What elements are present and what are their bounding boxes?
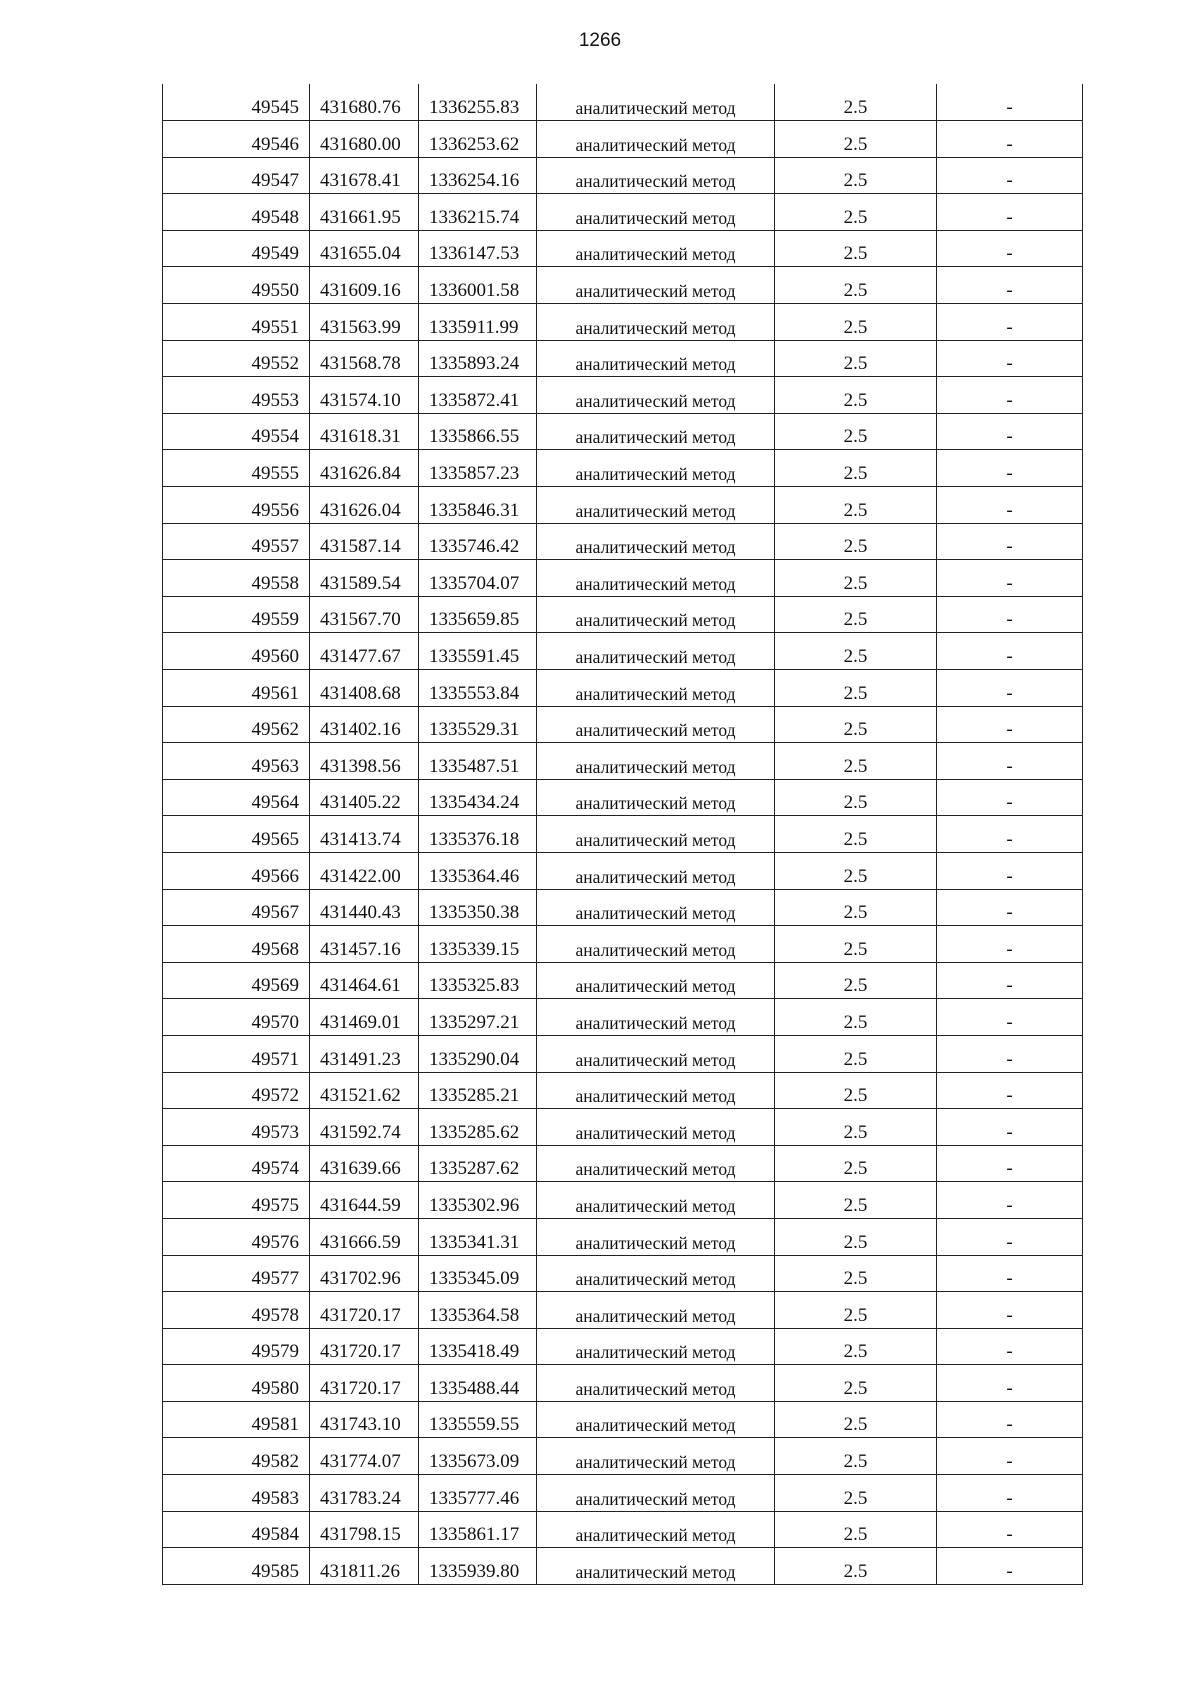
method-cell: аналитический метод — [537, 706, 775, 743]
accuracy-cell: 2.5 — [775, 1109, 937, 1146]
x-coordinate-cell: 431774.07 — [310, 1438, 419, 1475]
method-cell: аналитический метод — [537, 230, 775, 267]
note-cell: - — [937, 1292, 1083, 1329]
table-row — [163, 816, 1083, 853]
y-coordinate-cell: 1335746.42 — [419, 523, 537, 560]
point-number-cell: 49548 — [163, 194, 310, 231]
x-coordinate-cell: 431666.59 — [310, 1218, 419, 1255]
coordinates-table-body — [163, 84, 1083, 1584]
note-cell: - — [937, 1548, 1083, 1585]
method-cell: аналитический метод — [537, 1365, 775, 1402]
point-number-cell: 49545 — [163, 84, 310, 121]
table-row — [163, 1401, 1083, 1438]
note-cell: - — [937, 852, 1083, 889]
y-coordinate-cell: 1335559.55 — [419, 1401, 537, 1438]
note-cell: - — [937, 1072, 1083, 1109]
x-coordinate-cell: 431587.14 — [310, 523, 419, 560]
accuracy-cell: 2.5 — [775, 84, 937, 121]
y-coordinate-cell: 1335350.38 — [419, 889, 537, 926]
x-coordinate-cell: 431568.78 — [310, 340, 419, 377]
y-coordinate-cell: 1335287.62 — [419, 1145, 537, 1182]
method-cell: аналитический метод — [537, 1218, 775, 1255]
note-cell: - — [937, 1035, 1083, 1072]
note-cell: - — [937, 1475, 1083, 1512]
point-number-cell: 49555 — [163, 450, 310, 487]
x-coordinate-cell: 431477.67 — [310, 633, 419, 670]
accuracy-cell: 2.5 — [775, 999, 937, 1036]
y-coordinate-cell: 1335341.31 — [419, 1218, 537, 1255]
y-coordinate-cell: 1335777.46 — [419, 1475, 537, 1512]
note-cell: - — [937, 596, 1083, 633]
method-cell: аналитический метод — [537, 1035, 775, 1072]
y-coordinate-cell: 1335659.85 — [419, 596, 537, 633]
note-cell: - — [937, 889, 1083, 926]
method-cell: аналитический метод — [537, 816, 775, 853]
point-number-cell: 49569 — [163, 962, 310, 999]
accuracy-cell: 2.5 — [775, 157, 937, 194]
note-cell: - — [937, 743, 1083, 780]
y-coordinate-cell: 1336215.74 — [419, 194, 537, 231]
method-cell: аналитический метод — [537, 304, 775, 341]
method-cell: аналитический метод — [537, 1145, 775, 1182]
y-coordinate-cell: 1335591.45 — [419, 633, 537, 670]
y-coordinate-cell: 1335364.58 — [419, 1292, 537, 1329]
method-cell: аналитический метод — [537, 779, 775, 816]
point-number-cell: 49579 — [163, 1328, 310, 1365]
accuracy-cell: 2.5 — [775, 779, 937, 816]
y-coordinate-cell: 1336253.62 — [419, 121, 537, 158]
table-row — [163, 889, 1083, 926]
point-number-cell: 49561 — [163, 670, 310, 707]
table-row — [163, 121, 1083, 158]
table-row — [163, 157, 1083, 194]
accuracy-cell: 2.5 — [775, 1292, 937, 1329]
accuracy-cell: 2.5 — [775, 1182, 937, 1219]
method-cell: аналитический метод — [537, 157, 775, 194]
method-cell: аналитический метод — [537, 1328, 775, 1365]
table-row — [163, 926, 1083, 963]
y-coordinate-cell: 1335893.24 — [419, 340, 537, 377]
y-coordinate-cell: 1335339.15 — [419, 926, 537, 963]
x-coordinate-cell: 431626.04 — [310, 487, 419, 524]
y-coordinate-cell: 1335487.51 — [419, 743, 537, 780]
accuracy-cell: 2.5 — [775, 962, 937, 999]
method-cell: аналитический метод — [537, 523, 775, 560]
method-cell: аналитический метод — [537, 1255, 775, 1292]
note-cell: - — [937, 1365, 1083, 1402]
point-number-cell: 49572 — [163, 1072, 310, 1109]
accuracy-cell: 2.5 — [775, 413, 937, 450]
table-row — [163, 1475, 1083, 1512]
y-coordinate-cell: 1335290.04 — [419, 1035, 537, 1072]
note-cell: - — [937, 1328, 1083, 1365]
table-row — [163, 852, 1083, 889]
x-coordinate-cell: 431592.74 — [310, 1109, 419, 1146]
x-coordinate-cell: 431413.74 — [310, 816, 419, 853]
method-cell: аналитический метод — [537, 1182, 775, 1219]
note-cell: - — [937, 560, 1083, 597]
accuracy-cell: 2.5 — [775, 889, 937, 926]
point-number-cell: 49563 — [163, 743, 310, 780]
point-number-cell: 49554 — [163, 413, 310, 450]
point-number-cell: 49564 — [163, 779, 310, 816]
method-cell: аналитический метод — [537, 743, 775, 780]
x-coordinate-cell: 431811.26 — [310, 1548, 419, 1585]
note-cell: - — [937, 1145, 1083, 1182]
note-cell: - — [937, 779, 1083, 816]
accuracy-cell: 2.5 — [775, 304, 937, 341]
point-number-cell: 49551 — [163, 304, 310, 341]
method-cell: аналитический метод — [537, 121, 775, 158]
note-cell: - — [937, 999, 1083, 1036]
point-number-cell: 49558 — [163, 560, 310, 597]
y-coordinate-cell: 1335857.23 — [419, 450, 537, 487]
x-coordinate-cell: 431521.62 — [310, 1072, 419, 1109]
x-coordinate-cell: 431422.00 — [310, 852, 419, 889]
point-number-cell: 49570 — [163, 999, 310, 1036]
method-cell: аналитический метод — [537, 889, 775, 926]
method-cell: аналитический метод — [537, 377, 775, 414]
note-cell: - — [937, 816, 1083, 853]
accuracy-cell: 2.5 — [775, 1475, 937, 1512]
point-number-cell: 49559 — [163, 596, 310, 633]
x-coordinate-cell: 431743.10 — [310, 1401, 419, 1438]
accuracy-cell: 2.5 — [775, 596, 937, 633]
x-coordinate-cell: 431618.31 — [310, 413, 419, 450]
x-coordinate-cell: 431469.01 — [310, 999, 419, 1036]
note-cell: - — [937, 450, 1083, 487]
method-cell: аналитический метод — [537, 1292, 775, 1329]
table-row — [163, 1548, 1083, 1585]
point-number-cell: 49553 — [163, 377, 310, 414]
accuracy-cell: 2.5 — [775, 1548, 937, 1585]
point-number-cell: 49580 — [163, 1365, 310, 1402]
point-number-cell: 49583 — [163, 1475, 310, 1512]
table-row — [163, 1511, 1083, 1548]
note-cell: - — [937, 267, 1083, 304]
point-number-cell: 49585 — [163, 1548, 310, 1585]
method-cell: аналитический метод — [537, 999, 775, 1036]
accuracy-cell: 2.5 — [775, 1365, 937, 1402]
x-coordinate-cell: 431655.04 — [310, 230, 419, 267]
method-cell: аналитический метод — [537, 560, 775, 597]
x-coordinate-cell: 431639.66 — [310, 1145, 419, 1182]
x-coordinate-cell: 431440.43 — [310, 889, 419, 926]
accuracy-cell: 2.5 — [775, 194, 937, 231]
method-cell: аналитический метод — [537, 852, 775, 889]
x-coordinate-cell: 431408.68 — [310, 670, 419, 707]
y-coordinate-cell: 1335939.80 — [419, 1548, 537, 1585]
accuracy-cell: 2.5 — [775, 230, 937, 267]
note-cell: - — [937, 340, 1083, 377]
table-row — [163, 194, 1083, 231]
accuracy-cell: 2.5 — [775, 523, 937, 560]
method-cell: аналитический метод — [537, 1475, 775, 1512]
note-cell: - — [937, 1182, 1083, 1219]
accuracy-cell: 2.5 — [775, 121, 937, 158]
note-cell: - — [937, 1401, 1083, 1438]
y-coordinate-cell: 1335376.18 — [419, 816, 537, 853]
x-coordinate-cell: 431644.59 — [310, 1182, 419, 1219]
table-row — [163, 743, 1083, 780]
method-cell: аналитический метод — [537, 1511, 775, 1548]
accuracy-cell: 2.5 — [775, 377, 937, 414]
y-coordinate-cell: 1335553.84 — [419, 670, 537, 707]
x-coordinate-cell: 431464.61 — [310, 962, 419, 999]
x-coordinate-cell: 431720.17 — [310, 1328, 419, 1365]
x-coordinate-cell: 431678.41 — [310, 157, 419, 194]
table-row — [163, 523, 1083, 560]
point-number-cell: 49584 — [163, 1511, 310, 1548]
x-coordinate-cell: 431661.95 — [310, 194, 419, 231]
note-cell: - — [937, 157, 1083, 194]
point-number-cell: 49562 — [163, 706, 310, 743]
y-coordinate-cell: 1335529.31 — [419, 706, 537, 743]
accuracy-cell: 2.5 — [775, 340, 937, 377]
table-row — [163, 596, 1083, 633]
y-coordinate-cell: 1335866.55 — [419, 413, 537, 450]
accuracy-cell: 2.5 — [775, 1401, 937, 1438]
table-row — [163, 706, 1083, 743]
method-cell: аналитический метод — [537, 1109, 775, 1146]
accuracy-cell: 2.5 — [775, 1072, 937, 1109]
point-number-cell: 49581 — [163, 1401, 310, 1438]
point-number-cell: 49546 — [163, 121, 310, 158]
point-number-cell: 49565 — [163, 816, 310, 853]
point-number-cell: 49552 — [163, 340, 310, 377]
x-coordinate-cell: 431720.17 — [310, 1292, 419, 1329]
x-coordinate-cell: 431680.76 — [310, 84, 419, 121]
note-cell: - — [937, 487, 1083, 524]
y-coordinate-cell: 1335345.09 — [419, 1255, 537, 1292]
y-coordinate-cell: 1335488.44 — [419, 1365, 537, 1402]
table-row — [163, 962, 1083, 999]
note-cell: - — [937, 413, 1083, 450]
x-coordinate-cell: 431702.96 — [310, 1255, 419, 1292]
y-coordinate-cell: 1336254.16 — [419, 157, 537, 194]
table-row — [163, 779, 1083, 816]
accuracy-cell: 2.5 — [775, 267, 937, 304]
table-row — [163, 1182, 1083, 1219]
x-coordinate-cell: 431783.24 — [310, 1475, 419, 1512]
x-coordinate-cell: 431589.54 — [310, 560, 419, 597]
method-cell: аналитический метод — [537, 670, 775, 707]
note-cell: - — [937, 304, 1083, 341]
y-coordinate-cell: 1335861.17 — [419, 1511, 537, 1548]
table-row — [163, 377, 1083, 414]
note-cell: - — [937, 1109, 1083, 1146]
table-row — [163, 1365, 1083, 1402]
y-coordinate-cell: 1335285.62 — [419, 1109, 537, 1146]
accuracy-cell: 2.5 — [775, 1218, 937, 1255]
x-coordinate-cell: 431491.23 — [310, 1035, 419, 1072]
y-coordinate-cell: 1335418.49 — [419, 1328, 537, 1365]
y-coordinate-cell: 1335325.83 — [419, 962, 537, 999]
point-number-cell: 49571 — [163, 1035, 310, 1072]
point-number-cell: 49577 — [163, 1255, 310, 1292]
method-cell: аналитический метод — [537, 267, 775, 304]
accuracy-cell: 2.5 — [775, 852, 937, 889]
accuracy-cell: 2.5 — [775, 1328, 937, 1365]
x-coordinate-cell: 431398.56 — [310, 743, 419, 780]
method-cell: аналитический метод — [537, 1072, 775, 1109]
point-number-cell: 49556 — [163, 487, 310, 524]
x-coordinate-cell: 431574.10 — [310, 377, 419, 414]
x-coordinate-cell: 431563.99 — [310, 304, 419, 341]
accuracy-cell: 2.5 — [775, 1255, 937, 1292]
method-cell: аналитический метод — [537, 1401, 775, 1438]
method-cell: аналитический метод — [537, 84, 775, 121]
point-number-cell: 49576 — [163, 1218, 310, 1255]
x-coordinate-cell: 431680.00 — [310, 121, 419, 158]
point-number-cell: 49574 — [163, 1145, 310, 1182]
accuracy-cell: 2.5 — [775, 633, 937, 670]
y-coordinate-cell: 1336001.58 — [419, 267, 537, 304]
y-coordinate-cell: 1335704.07 — [419, 560, 537, 597]
coordinates-table — [162, 84, 1083, 1585]
table-row — [163, 1218, 1083, 1255]
table-row — [163, 1109, 1083, 1146]
point-number-cell: 49568 — [163, 926, 310, 963]
note-cell: - — [937, 1511, 1083, 1548]
table-row — [163, 230, 1083, 267]
note-cell: - — [937, 706, 1083, 743]
method-cell: аналитический метод — [537, 194, 775, 231]
y-coordinate-cell: 1335673.09 — [419, 1438, 537, 1475]
note-cell: - — [937, 926, 1083, 963]
y-coordinate-cell: 1335846.31 — [419, 487, 537, 524]
coordinates-table-container — [162, 84, 1082, 1585]
table-row — [163, 633, 1083, 670]
table-row — [163, 304, 1083, 341]
table-row — [163, 1438, 1083, 1475]
y-coordinate-cell: 1335364.46 — [419, 852, 537, 889]
method-cell: аналитический метод — [537, 962, 775, 999]
point-number-cell: 49582 — [163, 1438, 310, 1475]
table-row — [163, 1255, 1083, 1292]
note-cell: - — [937, 230, 1083, 267]
x-coordinate-cell: 431457.16 — [310, 926, 419, 963]
y-coordinate-cell: 1336255.83 — [419, 84, 537, 121]
point-number-cell: 49567 — [163, 889, 310, 926]
table-row — [163, 1145, 1083, 1182]
table-row — [163, 1292, 1083, 1329]
note-cell: - — [937, 523, 1083, 560]
accuracy-cell: 2.5 — [775, 926, 937, 963]
x-coordinate-cell: 431720.17 — [310, 1365, 419, 1402]
point-number-cell: 49550 — [163, 267, 310, 304]
accuracy-cell: 2.5 — [775, 560, 937, 597]
accuracy-cell: 2.5 — [775, 670, 937, 707]
point-number-cell: 49547 — [163, 157, 310, 194]
method-cell: аналитический метод — [537, 926, 775, 963]
accuracy-cell: 2.5 — [775, 1511, 937, 1548]
note-cell: - — [937, 962, 1083, 999]
note-cell: - — [937, 633, 1083, 670]
note-cell: - — [937, 670, 1083, 707]
table-row — [163, 1035, 1083, 1072]
accuracy-cell: 2.5 — [775, 1145, 937, 1182]
x-coordinate-cell: 431567.70 — [310, 596, 419, 633]
point-number-cell: 49549 — [163, 230, 310, 267]
accuracy-cell: 2.5 — [775, 816, 937, 853]
y-coordinate-cell: 1336147.53 — [419, 230, 537, 267]
method-cell: аналитический метод — [537, 450, 775, 487]
note-cell: - — [937, 84, 1083, 121]
point-number-cell: 49578 — [163, 1292, 310, 1329]
table-row — [163, 413, 1083, 450]
method-cell: аналитический метод — [537, 633, 775, 670]
y-coordinate-cell: 1335302.96 — [419, 1182, 537, 1219]
table-row — [163, 84, 1083, 121]
note-cell: - — [937, 1255, 1083, 1292]
y-coordinate-cell: 1335872.41 — [419, 377, 537, 414]
method-cell: аналитический метод — [537, 413, 775, 450]
accuracy-cell: 2.5 — [775, 450, 937, 487]
point-number-cell: 49575 — [163, 1182, 310, 1219]
table-row — [163, 670, 1083, 707]
table-row — [163, 267, 1083, 304]
x-coordinate-cell: 431609.16 — [310, 267, 419, 304]
table-row — [163, 999, 1083, 1036]
method-cell: аналитический метод — [537, 1438, 775, 1475]
y-coordinate-cell: 1335285.21 — [419, 1072, 537, 1109]
method-cell: аналитический метод — [537, 1548, 775, 1585]
point-number-cell: 49560 — [163, 633, 310, 670]
accuracy-cell: 2.5 — [775, 1438, 937, 1475]
x-coordinate-cell: 431798.15 — [310, 1511, 419, 1548]
x-coordinate-cell: 431626.84 — [310, 450, 419, 487]
x-coordinate-cell: 431405.22 — [310, 779, 419, 816]
note-cell: - — [937, 1218, 1083, 1255]
note-cell: - — [937, 194, 1083, 231]
table-row — [163, 1072, 1083, 1109]
y-coordinate-cell: 1335297.21 — [419, 999, 537, 1036]
accuracy-cell: 2.5 — [775, 706, 937, 743]
point-number-cell: 49566 — [163, 852, 310, 889]
table-row — [163, 560, 1083, 597]
point-number-cell: 49557 — [163, 523, 310, 560]
point-number-cell: 49573 — [163, 1109, 310, 1146]
y-coordinate-cell: 1335911.99 — [419, 304, 537, 341]
method-cell: аналитический метод — [537, 340, 775, 377]
note-cell: - — [937, 377, 1083, 414]
accuracy-cell: 2.5 — [775, 743, 937, 780]
table-row — [163, 487, 1083, 524]
table-row — [163, 340, 1083, 377]
note-cell: - — [937, 121, 1083, 158]
note-cell: - — [937, 1438, 1083, 1475]
page-number: 1266 — [578, 30, 622, 51]
method-cell: аналитический метод — [537, 596, 775, 633]
x-coordinate-cell: 431402.16 — [310, 706, 419, 743]
accuracy-cell: 2.5 — [775, 487, 937, 524]
table-row — [163, 450, 1083, 487]
method-cell: аналитический метод — [537, 487, 775, 524]
accuracy-cell: 2.5 — [775, 1035, 937, 1072]
table-row — [163, 1328, 1083, 1365]
y-coordinate-cell: 1335434.24 — [419, 779, 537, 816]
